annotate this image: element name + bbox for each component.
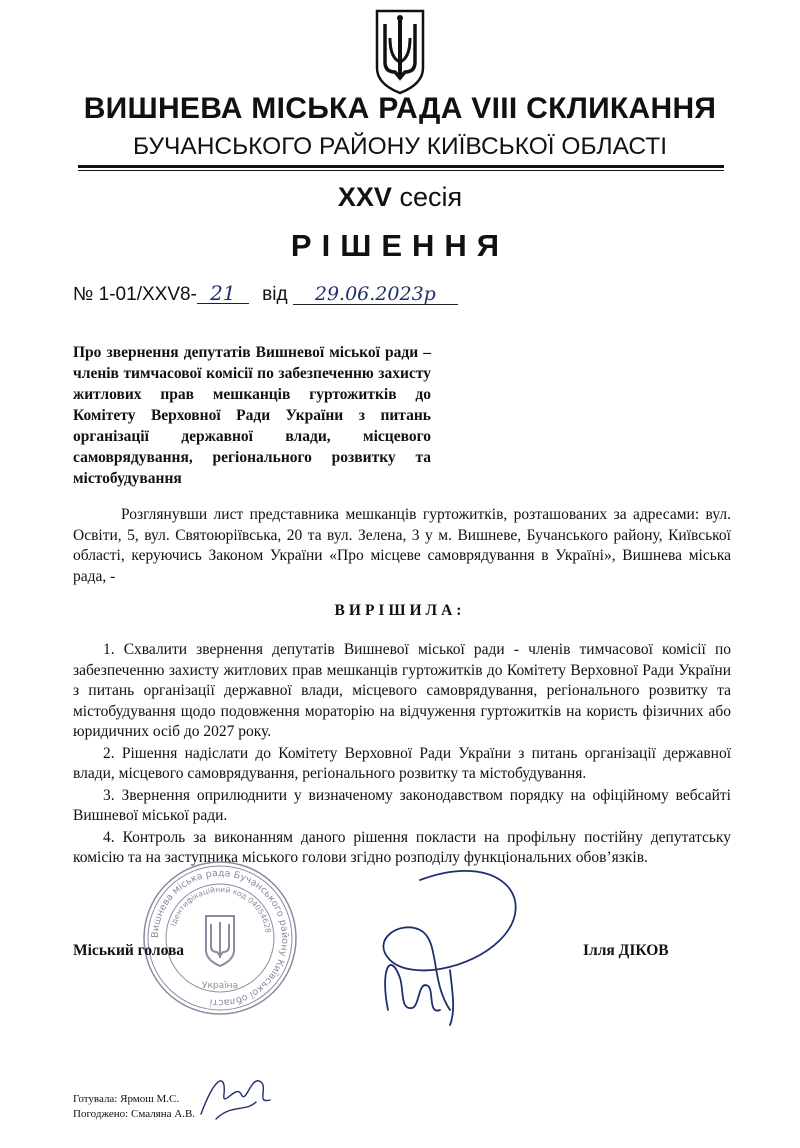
mayor-name: Ілля ДІКОВ [583, 942, 669, 959]
stamp-code-text: Ідентифікаційний код 04054628 [168, 884, 273, 934]
session-number: XXV [337, 182, 392, 212]
preamble-paragraph: Розглянувши лист представника мешканців гуртожитків, розташованих за адресами: вул. Освіти, 5, вул. Святоюріївська, 20 та вул. Зелена, 3 у м. Вишневе, Бучанського району, Київської області, керуючись Законом України «Про місцеве самоврядування в Україні», Вишнева міська рада, - [73, 506, 731, 585]
stamp-country: Україна [201, 981, 239, 991]
resolved-heading: ВИРІШИЛА: [334, 602, 466, 619]
handwritten-number: 21 [197, 283, 249, 304]
official-stamp [140, 858, 300, 1018]
decision-subject: Про звернення депутатів Вишневої міської ради – членів тимчасової комісії по забезпеченню захисту житлових прав мешканців гуртожитків до Комітету Верховної Ради України з питань організації державної влади, місцевого самоврядування, регіонального розвитку та містобудування [73, 344, 431, 487]
decision-items [73, 640, 731, 870]
document-number-prefix: № 1-01/XXV8- [73, 284, 197, 305]
stamp-trident-icon [206, 916, 234, 966]
header-rule-thin [78, 170, 724, 171]
session-word: сесія [399, 182, 463, 212]
decision-item: 2. Рішення надіслати до Комітету Верховної Ради України з питань організації державної влади, місцевого самоврядування, регіонального розвитку та містобудування. [73, 744, 731, 782]
header-rule-thick [78, 165, 724, 168]
session-line [0, 182, 800, 213]
handwritten-date: 29.06.2023р [293, 284, 458, 305]
ukraine-trident-emblem-icon [373, 8, 427, 96]
council-subtitle: БУЧАНСЬКОГО РАЙОНУ КИЇВСЬКОЇ ОБЛАСТІ [132, 133, 668, 160]
decision-item: 1. Схвалити звернення депутатів Вишневої міської ради - членів тимчасової комісії по забезпеченню захисту житлових прав мешканців гуртожитків до Комітету Верховної Ради України з питань організації державної влади, місцевого самоврядування, регіонального розвитку та містобудування щодо подовження мораторію на відчуження гуртожитків на користь фізичних або юридичних осіб до 2027 року. [73, 641, 731, 740]
stamp-ring-text: Вишнева міська рада Бучанського району Київської області [149, 867, 291, 1009]
decision-item: 4. Контроль за виконанням даного рішення покласти на профільну постійну депутатську комісію та на заступника міського голови згідно розподілу функціональних обов’язків. [73, 828, 731, 866]
mayor-position: Міський голова [73, 942, 185, 959]
document-number-line [73, 283, 458, 306]
date-prefix: від [262, 284, 288, 305]
decision-title: РІШЕННЯ [290, 228, 510, 263]
council-title: ВИШНЕВА МІСЬКА РАДА VIII СКЛИКАННЯ [83, 92, 717, 125]
agreed-with: Погоджено: Смаляна А.В. [73, 1108, 196, 1120]
prepared-signature [196, 1064, 276, 1124]
prepared-block [73, 1092, 195, 1122]
decision-item: 3. Звернення оприлюднити у визначеному законодавством порядку на офіційному вебсайті Вишневої міської ради. [73, 786, 731, 824]
mayor-signature [300, 860, 550, 1030]
prepared-by: Готувала: Ярмош М.С. [73, 1093, 180, 1105]
